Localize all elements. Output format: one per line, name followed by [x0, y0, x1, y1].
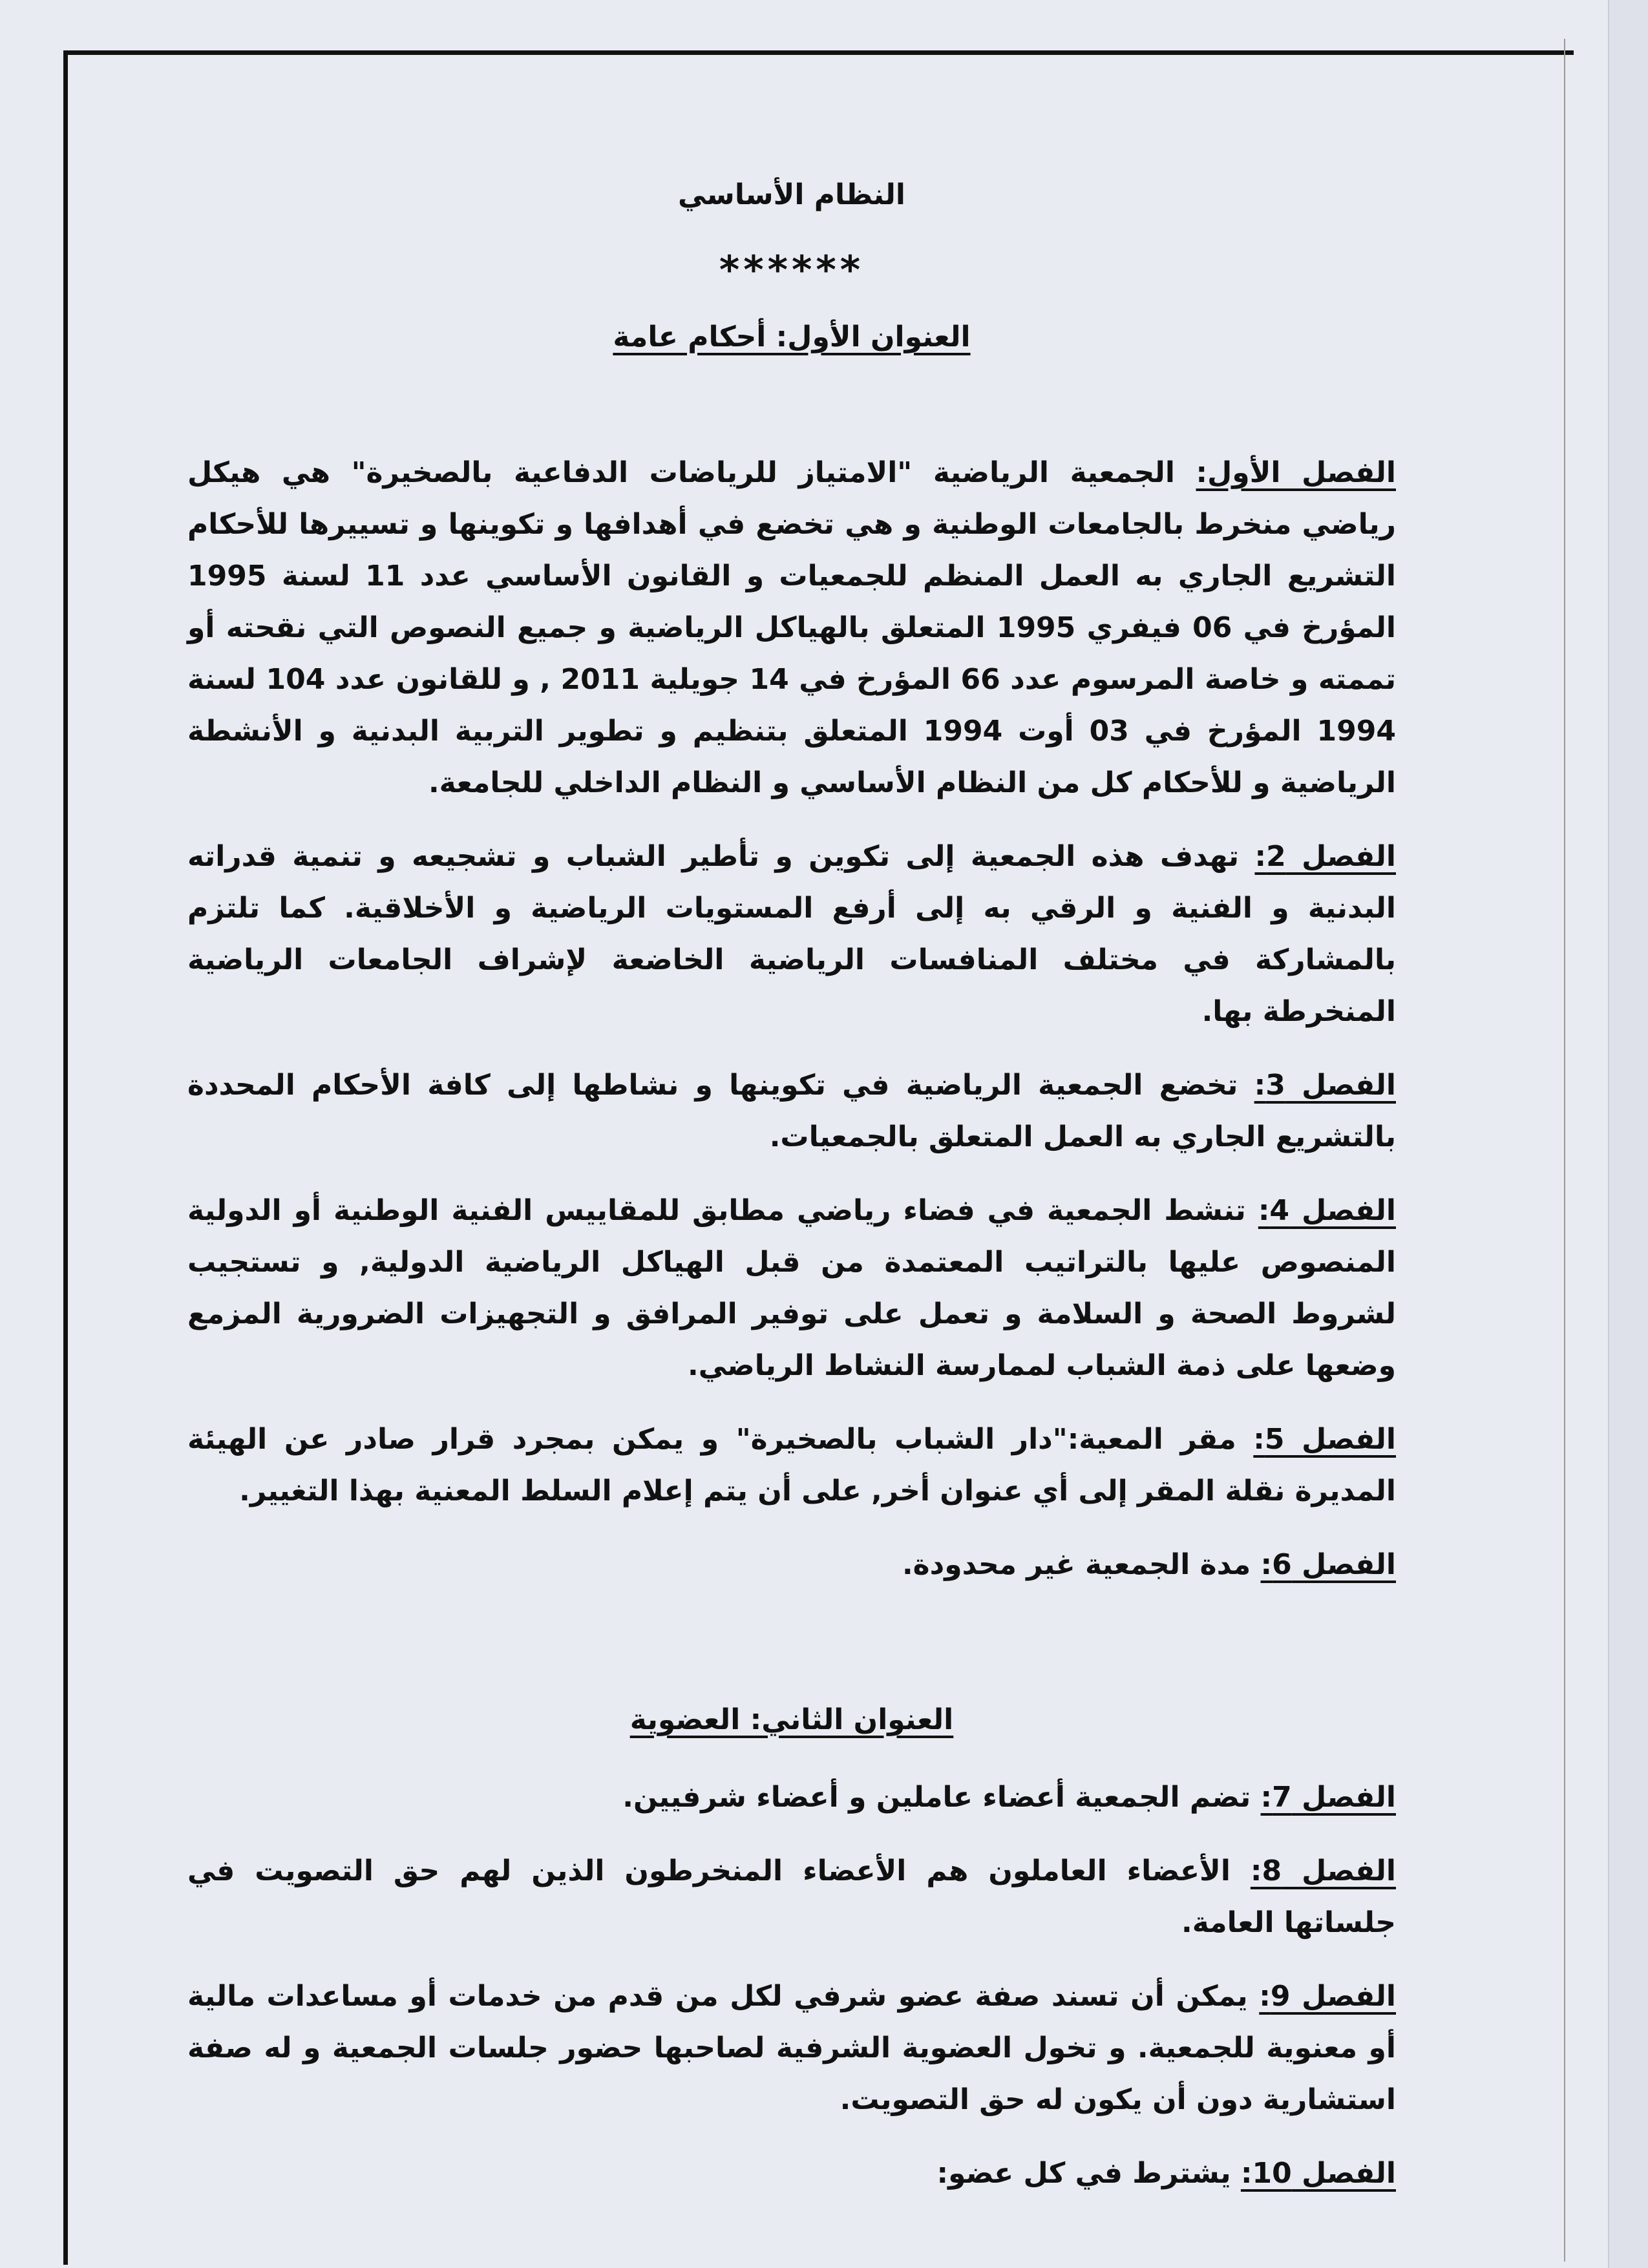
section-heading-2-wrap — [187, 1694, 1396, 1746]
underlying-page-edge — [1608, 0, 1648, 2268]
article-text: تهدف هذه الجمعية إلى تكوين و تأطير الشباب و تشجيعه و تنمية قدراته البدنية و الفنية و الرقي به إلى أرفع المستويات الرياضية و الأخلاقية. كما تلتزم بالمشاركة في مختلف المنافسات الرياضية الخاضعة لإشراف الجامعات الرياضية المنخرطة بها. — [187, 840, 1396, 1028]
article-label: الفصل 10: — [1240, 2157, 1396, 2190]
article-label: الفصل 2: — [1254, 840, 1396, 873]
article-text: مقر المعية:"دار الشباب بالصخيرة" و يمكن بمجرد قرار صادر عن الهيئة المديرة نقلة المقر إلى أي عنوان أخر, على أن يتم إعلام السلط المعنية بهذا التغيير. — [187, 1423, 1396, 1507]
document-body — [187, 0, 1396, 2260]
article-label: الفصل 8: — [1250, 1854, 1397, 1887]
document-title: النظام الأساسي — [678, 178, 905, 211]
article-label: الفصل الأول: — [1196, 456, 1396, 489]
article-text: الأعضاء العاملون هم الأعضاء المنخرطون الذين لهم حق التصويت في جلساتها العامة. — [187, 1854, 1396, 1939]
article-7 — [187, 1772, 1396, 1823]
article-3 — [187, 1060, 1396, 1163]
article-label: الفصل 6: — [1260, 1548, 1396, 1581]
article-text: تضم الجمعية أعضاء عاملين و أعضاء شرفيين. — [622, 1781, 1261, 1814]
article-8 — [187, 1845, 1396, 1949]
article-4 — [187, 1185, 1396, 1392]
article-2 — [187, 831, 1396, 1038]
article-text: تخضع الجمعية الرياضية في تكوينها و نشاطها إلى كافة الأحكام المحددة بالتشريع الجاري به العمل المتعلق بالجمعيات. — [187, 1069, 1396, 1153]
page-border-right — [1564, 39, 1565, 2262]
article-9 — [187, 1971, 1396, 2126]
section-heading-1-wrap — [187, 311, 1396, 363]
article-text: يمكن أن تسند صفة عضو شرفي لكل من قدم من خدمات أو مساعدات مالية أو معنوية للجمعية. و تخول العضوية الشرفية لصاحبها حضور جلسات الجمعية و له صفة استشارية دون أن يكون له حق التصويت. — [187, 1980, 1396, 2116]
article-6 — [187, 1539, 1396, 1591]
article-1 — [187, 447, 1396, 809]
article-label: الفصل 5: — [1253, 1423, 1397, 1456]
article-label: الفصل 4: — [1258, 1194, 1396, 1227]
article-10 — [187, 2148, 1396, 2200]
article-text: مدة الجمعية غير محدودة. — [902, 1548, 1261, 1581]
article-label: الفصل 9: — [1259, 1980, 1397, 2013]
section-heading-2: العنوان الثاني: العضوية — [629, 1703, 954, 1736]
article-label: الفصل 3: — [1254, 1069, 1396, 1102]
article-text: يشترط في كل عضو: — [936, 2157, 1241, 2190]
section-heading-1: العنوان الأول: أحكام عامة — [613, 320, 971, 353]
separator-stars: ****** — [719, 247, 865, 293]
article-label: الفصل 7: — [1260, 1781, 1396, 1814]
article-text: الجمعية الرياضية "الامتياز للرياضات الدفاعية بالصخيرة" هي هيكل رياضي منخرط بالجامعات الوطنية و هي تخضع في أهدافها و تكوينها و تسييرها للأحكام التشريع الجاري به العمل المنظم للجمعيات و القانون الأساسي عدد 11 لسنة 1995 المؤرخ في 06 فيفري 1995 المتعلق بالهياكل الرياضية و جميع النصوص التي نقحته أو تممته و خاصة المرسوم عدد 66 المؤرخ في 14 جويلية 2011 , و للقانون عدد 104 لسنة 1994 المؤرخ في 03 أوت 1994 المتعلق بتنظيم و تطوير التربية البدنية و الأنشطة الرياضية و للأحكام كل من النظام الأساسي و النظام الداخلي للجامعة. — [187, 456, 1397, 799]
article-text: تنشط الجمعية في فضاء رياضي مطابق للمقاييس الفنية الوطنية أو الدولية المنصوص عليها بالتراتيب المعتمدة من قبل الهياكل الرياضية الدولية, و تستجيب لشروط الصحة و السلامة و تعمل على توفير المرافق و التجهيزات الضرورية المزمع وضعها على ذمة الشباب لممارسة النشاط الرياضي. — [187, 1194, 1396, 1382]
article-5 — [187, 1414, 1396, 1517]
